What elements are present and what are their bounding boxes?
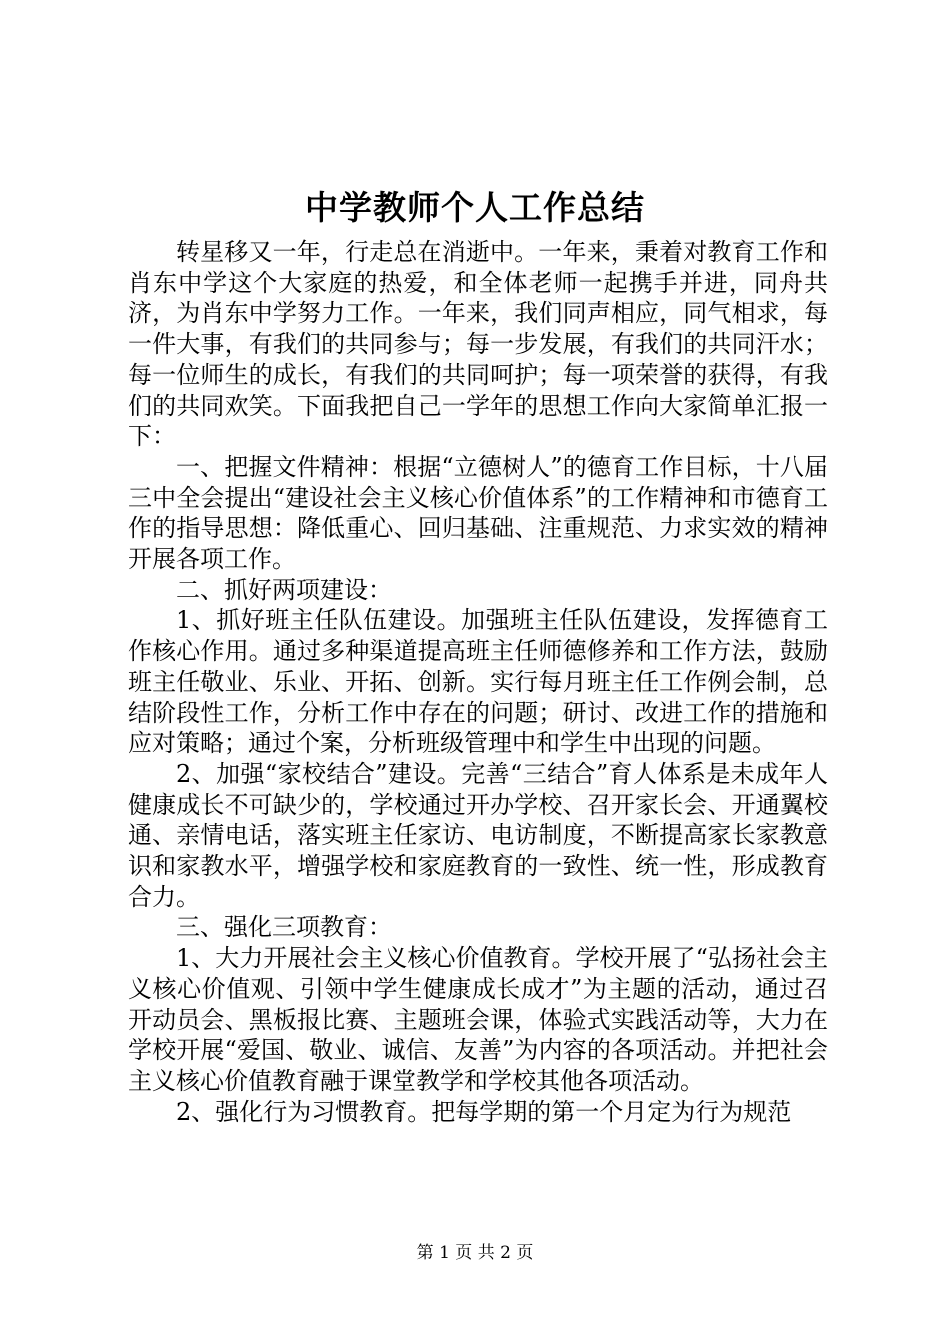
paragraph-section-3-item-2: 2、强化行为习惯教育。把每学期的第一个月定为行为规范 — [176, 1097, 792, 1126]
document-title: 中学教师个人工作总结 — [305, 188, 645, 227]
paragraph-section-3-heading: 三、强化三项教育： — [176, 913, 392, 942]
paragraph-section-1: 一、把握文件精神：根据“立德树人”的德育工作目标，十八届三中全会提出“建设社会主义核心价值体系”的工作精神和市德育工作的指导思想：降低重心、回归基础、注重规范、力求实效的精神开展各项工作。 — [128, 452, 828, 574]
paragraph-intro: 转星移又一年，行走总在消逝中。一年来，秉着对教育工作和肖东中学这个大家庭的热爱，和全体老师一起携手并进，同舟共济，为肖东中学努力工作。一年来，我们同声相应，同气相求，每一件大事，有我们的共同参与；每一步发展，有我们的共同汗水；每一位师生的成长，有我们的共同呵护；每一项荣誉的获得，有我们的共同欢笑。下面我把自己一学年的思想工作向大家简单汇报一下： — [128, 238, 828, 451]
paragraph-section-2-item-1: 1、抓好班主任队伍建设。加强班主任队伍建设，发挥德育工作核心作用。通过多种渠道提高班主任师德修养和工作方法，鼓励班主任敬业、乐业、开拓、创新。实行每月班主任工作例会制，总结阶段性工作，分析工作中存在的问题；研讨、改进工作的措施和应对策略；通过个案，分析班级管理中和学生中出现的问题。 — [128, 606, 828, 758]
document-body — [128, 237, 828, 1127]
paragraph-section-2-item-2: 2、加强“家校结合”建设。完善“三结合”育人体系是未成年人健康成长不可缺少的，学校通过开办学校、召开家长会、开通翼校通、亲情电话，落实班主任家访、电访制度，不断提高家长家教意识和家教水平，增强学校和家庭教育的一致性、统一性，形成教育合力。 — [128, 759, 828, 911]
page-number-footer: 第 1 页 共 2 页 — [416, 1243, 534, 1263]
paragraph-section-2-heading: 二、抓好两项建设： — [176, 575, 392, 604]
paragraph-section-3-item-1: 1、大力开展社会主义核心价值教育。学校开展了“弘扬社会主义核心价值观、引领中学生健康成长成才”为主题的活动，通过召开动员会、黑板报比赛、主题班会课，体验式实践活动等，大力在学校开展“爱国、敬业、诚信、友善”为内容的各项活动。并把社会主义核心价值教育融于课堂教学和学校其他各项活动。 — [128, 944, 828, 1095]
